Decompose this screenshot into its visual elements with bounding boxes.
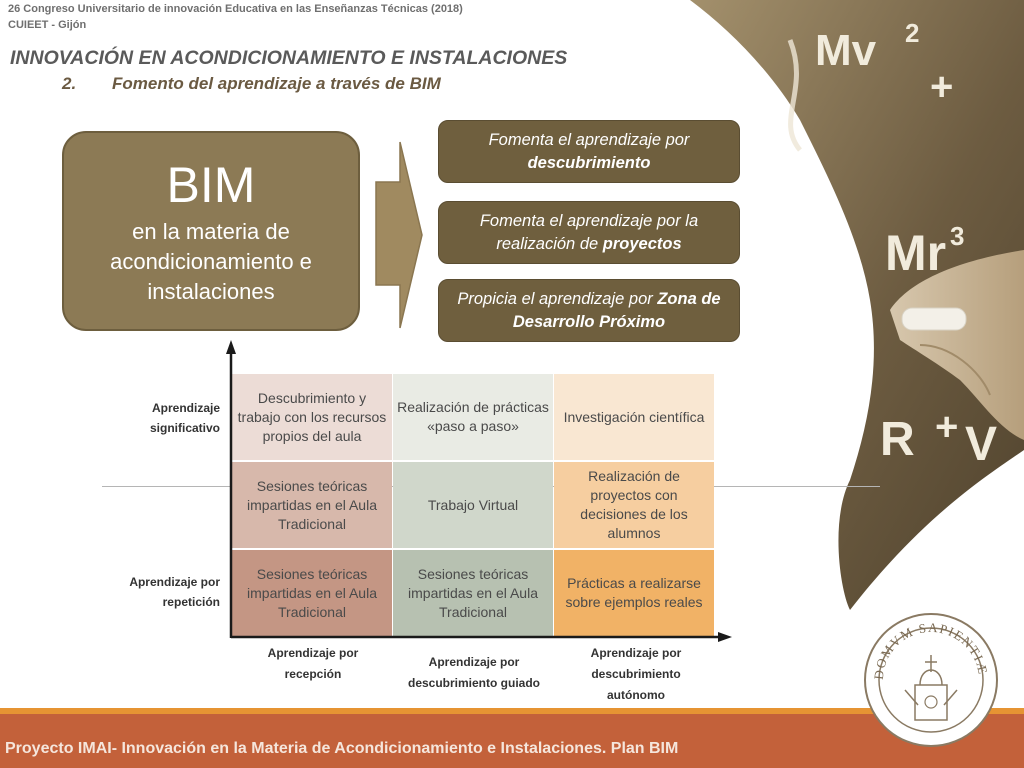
- row-label-repeticion: Aprendizaje por repetición: [129, 575, 220, 609]
- matrix-axes: [220, 338, 740, 648]
- grid-cell-r2-c1: Sesiones teóricas impartidas en el Aula Tradicional: [232, 462, 392, 548]
- chalk-text-7: +: [935, 405, 959, 449]
- bim-box: [62, 131, 360, 331]
- footer-text: Proyecto IMAI- Innovación en la Materia de Acondicionamiento e Instalaciones. Plan BIM: [5, 740, 679, 757]
- chalk-text-8: V: [965, 418, 998, 471]
- grid-cell-r1-c1: Descubrimiento y trabajo con los recursos propios del aula: [232, 374, 392, 460]
- slide-title: INNOVACIÓN EN ACONDICIONAMIENTO E INSTALACIONES: [10, 47, 568, 69]
- bim-subtitle: en la materia de acondicionamiento e instalaciones: [110, 219, 312, 304]
- outcome-box-discovery: [438, 120, 740, 183]
- col-label-guiado: Aprendizaje por descubrimiento guiado: [407, 655, 540, 690]
- chalk-text-6: R: [880, 413, 915, 466]
- subtitle-text: Fomento del aprendizaje a través de BIM: [112, 74, 441, 93]
- bim-title: BIM: [166, 157, 256, 213]
- chalk-text-5: 3: [950, 221, 965, 251]
- grid-cell-r1-c2: Realización de prácticas «paso a paso»: [393, 374, 553, 460]
- grid-cell-r3-c2: Sesiones teóricas impartidas en el Aula Tradicional: [393, 550, 553, 636]
- grid-cell-r3-c1: Sesiones teóricas impartidas en el Aula Tradicional: [232, 550, 392, 636]
- col-label-autonomo: Aprendizaje por descubrimiento autónomo: [590, 646, 682, 702]
- outcome-bold: descubrimiento: [527, 153, 651, 172]
- outcome-text: Fomenta el aprendizaje por la realización de: [479, 211, 699, 253]
- slide-subtitle: [62, 74, 441, 94]
- seal-text: DOMVM SAPIENTIÆ: [870, 619, 991, 681]
- conference-title: 26 Congreso Universitario de innovación Educativa en las Enseñanzas Técnicas (2018): [8, 3, 463, 15]
- chalk-text-2: 2: [905, 18, 920, 48]
- col-label-recepcion: Aprendizaje por recepción: [267, 646, 359, 681]
- chalk-text-1: Mv: [815, 26, 877, 75]
- grid-cell-r2-c2: Trabajo Virtual: [393, 462, 553, 548]
- grid-cell-r1-c3: Investigación científica: [554, 374, 714, 460]
- outcome-text: Fomenta el aprendizaje por: [488, 130, 690, 149]
- outcome-bold: Zona de Desarrollo Próximo: [512, 289, 721, 331]
- outcome-box-zdp: [438, 279, 740, 342]
- chalk-text-4: Mr: [885, 225, 947, 281]
- y-axis-arrowhead: [226, 340, 236, 354]
- grid-cell-r2-c3: Realización de proyectos con decisiones de los alumnos: [554, 462, 714, 548]
- outcome-bold: proyectos: [602, 234, 682, 253]
- outcome-box-projects: [438, 201, 740, 264]
- chalk-text-3: +: [930, 65, 954, 109]
- conference-location: CUIEET - Gijón: [8, 19, 87, 31]
- x-axis-arrowhead: [718, 632, 732, 642]
- outcome-text: Propicia el aprendizaje por: [457, 289, 653, 308]
- right-arrow-shape: [374, 140, 424, 330]
- subtitle-number: 2.: [62, 74, 77, 93]
- university-seal-logo: [860, 610, 1010, 755]
- grid-cell-r3-c3: Prácticas a realizarse sobre ejemplos reales: [554, 550, 714, 636]
- row-label-significativo: Aprendizaje significativo: [149, 401, 220, 435]
